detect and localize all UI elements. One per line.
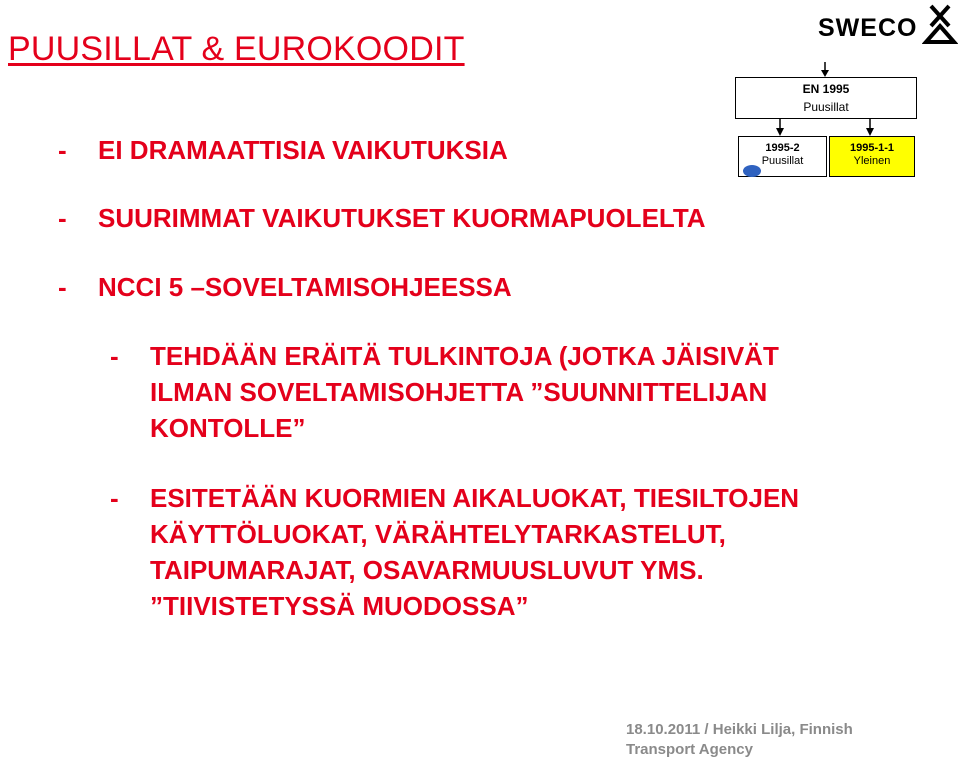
diagram-main-line1: EN 1995 [802, 82, 850, 96]
diagram-right-line1: 1995-1-1 [849, 142, 895, 154]
bullet-text: EI DRAMAATTISIA VAIKUTUKSIA [98, 135, 508, 165]
sweco-logo [818, 4, 958, 48]
diagram-right-line2: Yleinen [853, 155, 891, 167]
logo-text: SWECO [818, 14, 918, 42]
bullet-dash: - [110, 483, 119, 513]
bullet-text: SUURIMMAT VAIKUTUKSET KUORMAPUOLELTA [98, 203, 706, 233]
page-title: PUUSILLAT & EUROKOODIT [8, 30, 465, 68]
bullet-text: TEHDÄÄN ERÄITÄ TULKINTOJA (JOTKA JÄISIVÄT ILMAN SOVELTAMISOHJETTA ”SUUNNITTELIJAN KONTOLLE” [150, 341, 779, 443]
bullet-dash: - [58, 135, 67, 165]
sweco-mark-icon [922, 4, 958, 48]
diagram-left-line2: Puusillat [761, 155, 804, 167]
diagram-main-line2: Puusillat [803, 100, 849, 114]
bullet-dash: - [58, 203, 67, 233]
bullet-dash: - [110, 341, 119, 371]
blue-dot-marker [743, 165, 761, 177]
bullet-text: ESITETÄÄN KUORMIEN AIKALUOKAT, TIESILTOJEN KÄYTTÖLUOKAT, VÄRÄHTELYTARKASTELUT, TAIPUMARAJAT, OSAVARMUUSLUVUT YMS. ”TIIVISTETYSSÄ MUODOSSA” [150, 483, 800, 621]
footer-text: 18.10.2011 / Heikki Lilja, Finnish Transport Agency [626, 721, 853, 758]
bullet-text: NCCI 5 –SOVELTAMISOHJEESSA [98, 272, 512, 302]
diagram-box-1995-1-1 [829, 136, 915, 177]
diagram-box-en1995 [735, 77, 917, 119]
diagram-left-line1: 1995-2 [765, 142, 800, 154]
bullet-dash: - [58, 272, 67, 302]
